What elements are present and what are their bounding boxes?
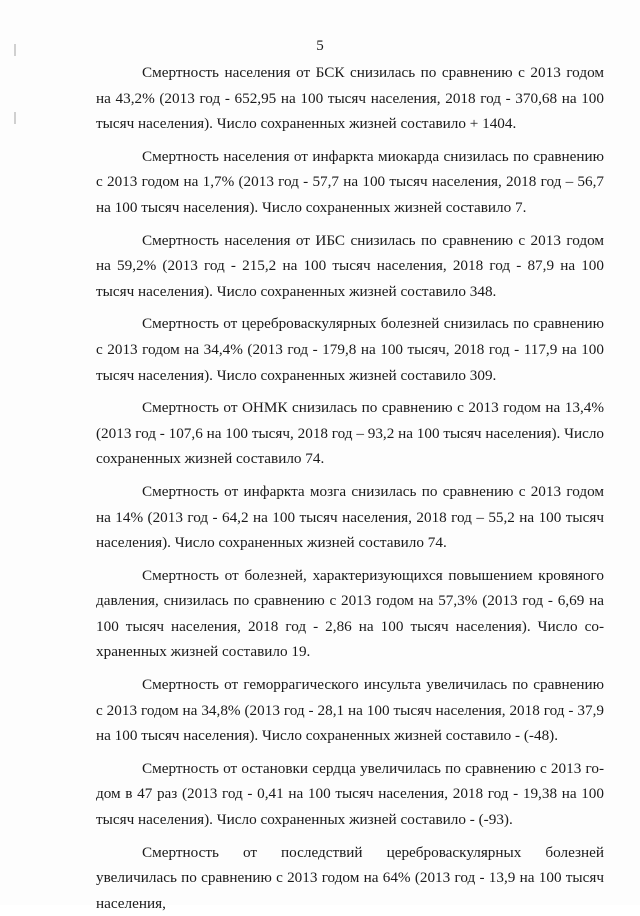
page-number: 5 — [316, 38, 324, 54]
scan-artifact — [14, 112, 16, 124]
paragraph-bsk-mortality: Смертность населения от БСК снизилась по сравнению с 2013 годом на 43,2% (2013 год - 652,95 на 100 тысяч населения, 2018 год - 370,68 на 100 тысяч населения). Число сохраненных жизней составило + 1404. — [96, 64, 604, 133]
paragraph-cerebrovascular-sequelae: Смертность от последствий цереброваскулярных болезней увеличилась по сравнению с 2013 годом на 64% (2013 год - 13,9 на 100 тысяч населения, — [96, 843, 604, 912]
paragraph-ibs-mortality: Смертность населения от ИБС снизилась по сравнению с 2013 годом на 59,2% (2013 год - 215,2 на 100 тысяч населения, 2018 год - 87,9 на 100 тысяч населения). Число сохраненных жизней составило 348. — [96, 231, 604, 300]
paragraph-cardiac-arrest: Смертность от остановки сердца увеличилась по сравнению с 2013 годом в 47 раз (2013 год - 0,41 на 100 тысяч населения, 2018 год - 19,38 на 100 тысяч населения). Число сохраненных жизней составило - (-93). — [96, 759, 604, 829]
paragraph-hemorrhagic-stroke: Смертность от геморрагического инсульта увеличилась по сравнению с 2013 годом на 34,8% (2013 год - 28,1 на 100 тысяч населения, 2018 год - 37,9 на 100 тысяч населения). Число сохраненных жизней составило - (-48). — [96, 676, 604, 745]
paragraph-brain-infarction: Смертность от инфаркта мозга снизилась по сравнению с 2013 годом на 14% (2013 год - 64,2 на 100 тысяч населения, 2018 год – 55,2 на 100 тысяч населения). Число сохраненных жизней составило 74. — [96, 482, 604, 552]
paragraph-hypertension-mortality: Смертность от болезней, характеризующихся повышением кровяного давления, снизилась по сравнению с 2013 годом на 57,3% (2013 год - 6,69 на 100 тысяч населения, 2018 год - 2,86 на 100 тысяч населения). Число сохраненных жизней составило 19. — [96, 566, 604, 661]
paragraph-myocardial-infarction: Смертность населения от инфаркта миокарда снизилась по сравнению с 2013 годом на 1,7% (2013 год - 57,7 на 100 тысяч населения, 2018 год – 56,7 на 100 тысяч населения). Число сохраненных жизней составило 7. — [96, 147, 604, 216]
paragraph-cerebrovascular-mortality: Смертность от цереброваскулярных болезней снизилась по сравнению с 2013 годом на 34,4% (2013 год - 179,8 на 100 тысяч, 2018 год - 117,9 на 100 тысяч населения). Число сохраненных жизней составило 309. — [96, 315, 604, 384]
document-body — [96, 60, 604, 916]
paragraph-onmk-mortality: Смертность от ОНМК снизилась по сравнению с 2013 годом на 13,4% (2013 год - 107,6 на 100 тысяч, 2018 год – 93,2 на 100 тысяч населения). Число сохраненных жизней составило 74. — [96, 399, 605, 468]
